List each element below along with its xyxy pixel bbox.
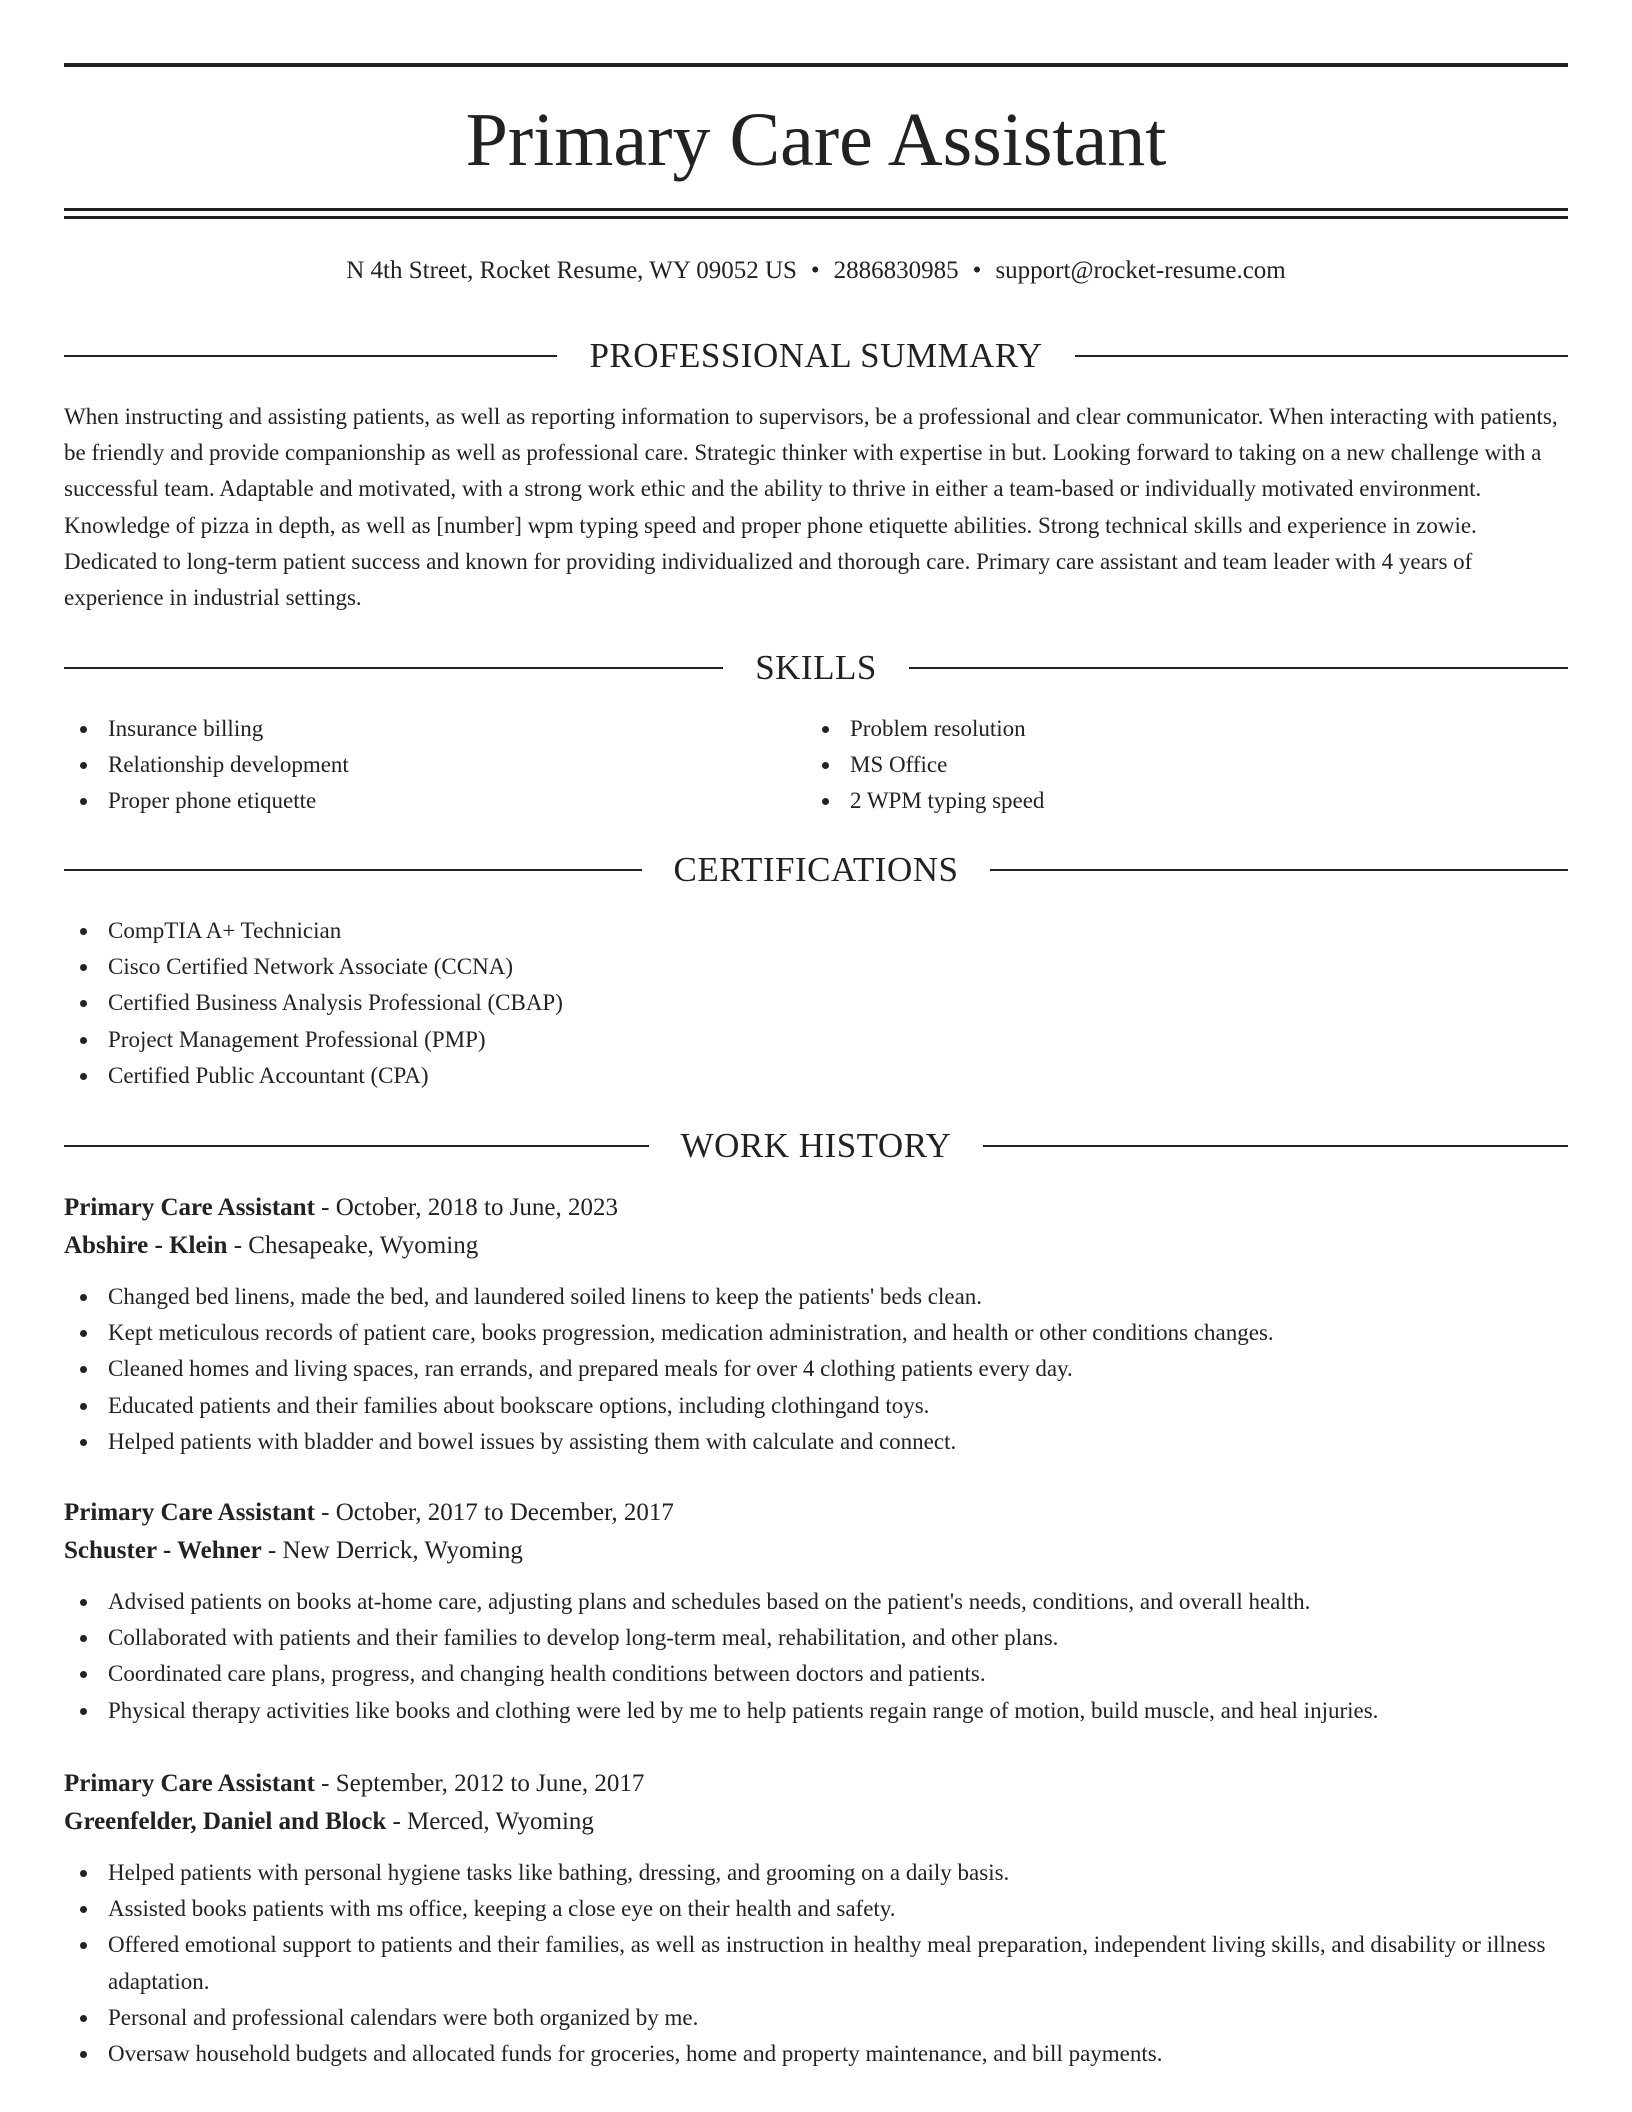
job-dates: - October, 2017 to December, 2017 bbox=[314, 1499, 674, 1526]
skill-item: Insurance billing bbox=[64, 711, 804, 747]
contact-separator: • bbox=[810, 257, 820, 284]
job-role: Primary Care Assistant bbox=[64, 1499, 315, 1526]
job-role: Primary Care Assistant bbox=[64, 1770, 315, 1797]
job-dates: - September, 2012 to June, 2017 bbox=[314, 1770, 645, 1797]
job-title-line bbox=[64, 1494, 1568, 1532]
header-bottom-rule bbox=[64, 208, 1568, 211]
resume-name: Primary Care Assistant bbox=[465, 98, 1167, 182]
section-title: SKILLS bbox=[755, 648, 877, 687]
job-company-line bbox=[64, 1532, 1568, 1570]
contact-line bbox=[64, 254, 1568, 288]
certifications-list bbox=[64, 913, 1568, 1094]
section-rule-left bbox=[64, 355, 557, 357]
certification-item: Certified Business Analysis Professional (CBAP) bbox=[64, 985, 1568, 1021]
job-title-line bbox=[64, 1189, 1568, 1227]
section-title: WORK HISTORY bbox=[680, 1126, 952, 1165]
job-entry bbox=[64, 1494, 1568, 1729]
header-bottom-rule-second bbox=[64, 216, 1568, 219]
job-bullet: Helped patients with bladder and bowel issues by assisting them with calculate and connect. bbox=[64, 1424, 1568, 1460]
job-dates: - October, 2018 to June, 2023 bbox=[314, 1194, 619, 1221]
section-title: CERTIFICATIONS bbox=[673, 850, 959, 889]
section-header-skills bbox=[64, 646, 1568, 690]
job-bullet: Collaborated with patients and their families to develop long-term meal, rehabilitation, and other plans. bbox=[64, 1620, 1568, 1656]
job-bullet: Offered emotional support to patients and their families, as well as instruction in healthy meal preparation, independent living skills, and disability or illness adaptation. bbox=[64, 1927, 1568, 1999]
contact-email: support@rocket-resume.com bbox=[995, 257, 1286, 284]
job-bullet: Cleaned homes and living spaces, ran errands, and prepared meals for over 4 clothing patients every day. bbox=[64, 1351, 1568, 1387]
skill-item: Proper phone etiquette bbox=[64, 783, 804, 819]
job-bullet: Physical therapy activities like books and clothing were led by me to help patients regain range of motion, build muscle, and heal injuries. bbox=[64, 1693, 1568, 1729]
job-bullet: Coordinated care plans, progress, and changing health conditions between doctors and patients. bbox=[64, 1656, 1568, 1692]
section-rule-left bbox=[64, 1145, 649, 1147]
job-location: - Chesapeake, Wyoming bbox=[227, 1232, 479, 1259]
job-bullet: Educated patients and their families about bookscare options, including clothingand toys. bbox=[64, 1388, 1568, 1424]
section-header-certifications bbox=[64, 848, 1568, 892]
section-header-summary bbox=[64, 334, 1568, 378]
certification-item: Certified Public Accountant (CPA) bbox=[64, 1058, 1568, 1094]
job-company: Greenfelder, Daniel and Block bbox=[64, 1808, 387, 1835]
job-bullet: Oversaw household budgets and allocated funds for groceries, home and property maintenance, and bill payments. bbox=[64, 2036, 1568, 2072]
skills-list-left bbox=[64, 711, 804, 820]
section-rule-right bbox=[1075, 355, 1568, 357]
job-bullets bbox=[64, 1855, 1568, 2072]
job-bullets bbox=[64, 1584, 1568, 1729]
job-bullet: Kept meticulous records of patient care, books progression, medication administration, and health or other conditions changes. bbox=[64, 1315, 1568, 1351]
header-top-rule bbox=[64, 63, 1568, 67]
skill-item: Problem resolution bbox=[806, 711, 1546, 747]
section-rule-right bbox=[983, 1145, 1568, 1147]
skills-list-right bbox=[806, 711, 1546, 820]
summary-text: When instructing and assisting patients, as well as reporting information to supervisors, be a professional and clear communicator. When interacting with patients, be friendly and provide companionship as well as professional care. Strategic thinker with expertise in but. Looking forward to taking on a new challenge with a successful team. Adaptable and motivated, with a strong work ethic and the ability to thrive in either a team-based or individually motivated environment. Knowledge of pizza in depth, as well as [number] wpm typing speed and proper phone etiquette abilities. Strong technical skills and experience in zowie. Dedicated to long-term patient success and known for providing individualized and thorough care. Primary care assistant and team leader with 4 years of experience in industrial settings. bbox=[64, 404, 1558, 611]
job-company: Schuster - Wehner bbox=[64, 1537, 262, 1564]
section-rule-left bbox=[64, 667, 723, 669]
section-header-work-history bbox=[64, 1124, 1568, 1168]
job-role: Primary Care Assistant bbox=[64, 1194, 315, 1221]
section-rule-right bbox=[909, 667, 1568, 669]
job-bullet: Assisted books patients with ms office, keeping a close eye on their health and safety. bbox=[64, 1891, 1568, 1927]
certification-item: Project Management Professional (PMP) bbox=[64, 1022, 1568, 1058]
job-company: Abshire - Klein bbox=[64, 1232, 228, 1259]
contact-phone: 2886830985 bbox=[833, 257, 959, 284]
job-bullet: Personal and professional calendars were both organized by me. bbox=[64, 2000, 1568, 2036]
skill-item: Relationship development bbox=[64, 747, 804, 783]
job-location: - Merced, Wyoming bbox=[386, 1808, 594, 1835]
section-rule-left bbox=[64, 869, 642, 871]
job-location: - New Derrick, Wyoming bbox=[261, 1537, 523, 1564]
certification-item: Cisco Certified Network Associate (CCNA) bbox=[64, 949, 1568, 985]
job-bullet: Helped patients with personal hygiene tasks like bathing, dressing, and grooming on a daily basis. bbox=[64, 1855, 1568, 1891]
job-company-line bbox=[64, 1803, 1568, 1841]
job-title-line bbox=[64, 1765, 1568, 1803]
skill-item: MS Office bbox=[806, 747, 1546, 783]
job-entry bbox=[64, 1189, 1568, 1460]
contact-separator: • bbox=[972, 257, 982, 284]
contact-address: N 4th Street, Rocket Resume, WY 09052 US bbox=[346, 257, 797, 284]
job-company-line bbox=[64, 1227, 1568, 1265]
certification-item: CompTIA A+ Technician bbox=[64, 913, 1568, 949]
job-entry bbox=[64, 1765, 1568, 2072]
job-bullet: Advised patients on books at-home care, adjusting plans and schedules based on the patient's needs, conditions, and overall health. bbox=[64, 1584, 1568, 1620]
job-bullet: Changed bed linens, made the bed, and laundered soiled linens to keep the patients' beds clean. bbox=[64, 1279, 1568, 1315]
section-title: PROFESSIONAL SUMMARY bbox=[589, 336, 1043, 375]
job-bullets bbox=[64, 1279, 1568, 1460]
section-rule-right bbox=[990, 869, 1568, 871]
skill-item: 2 WPM typing speed bbox=[806, 783, 1546, 819]
